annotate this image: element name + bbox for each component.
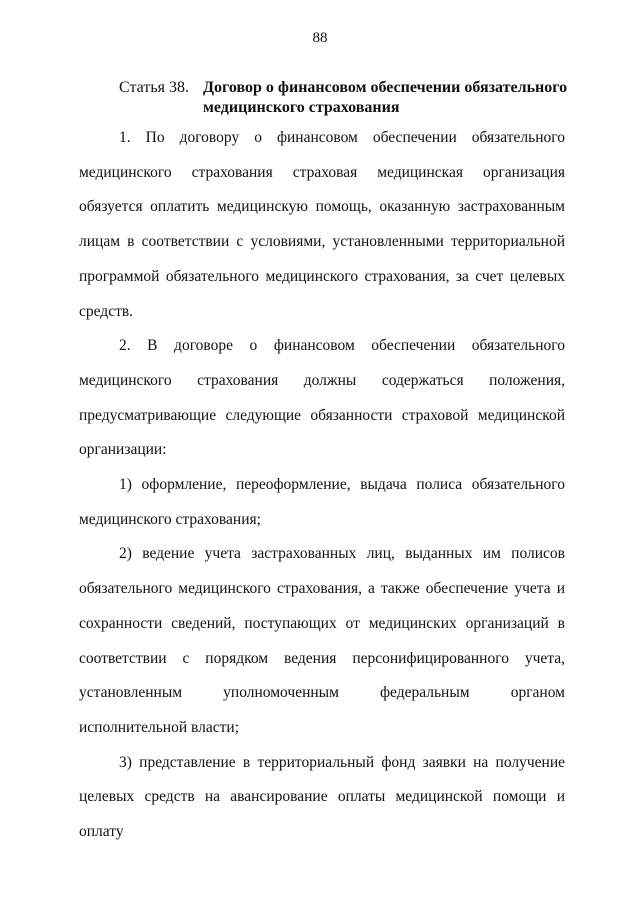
article-label: Статья 38.	[119, 79, 189, 96]
paragraph: 1. По договору о финансовом обеспечении обязательного медицинского страхования страховая медицинская организация обязуется оплатить медицинскую помощь, оказанную застрахованным лицам в соответствии с условиями, установленными территориальной программой обязательного медицинского страхования, за счет целевых средств.	[79, 129, 565, 320]
list-item: 3) представление в территориальный фонд заявки на получение целевых средств на авансирование оплаты медицинской помощи и оплату	[79, 753, 565, 841]
paragraph: 2. В договоре о финансовом обеспечении обязательного медицинского страхования должны содержаться положения, предусматривающие следующие обязанности страховой медицинской организации:	[79, 337, 565, 459]
page-number: 88	[312, 30, 328, 46]
article-title: Договор о финансовом обеспечении обязательного медицинского страхования	[203, 79, 568, 116]
list-item: 1) оформление, переоформление, выдача полиса обязательного медицинского страхования;	[79, 476, 565, 528]
list-item: 2) ведение учета застрахованных лиц, выданных им полисов обязательного медицинского страхования, а также обеспечение учета и сохранности сведений, поступающих от медицинских организаций в соответствии с порядком ведения персонифицированного учета, установленным уполномоченным федеральным органом исполнительной власти;	[79, 545, 565, 736]
article-body	[79, 121, 565, 850]
